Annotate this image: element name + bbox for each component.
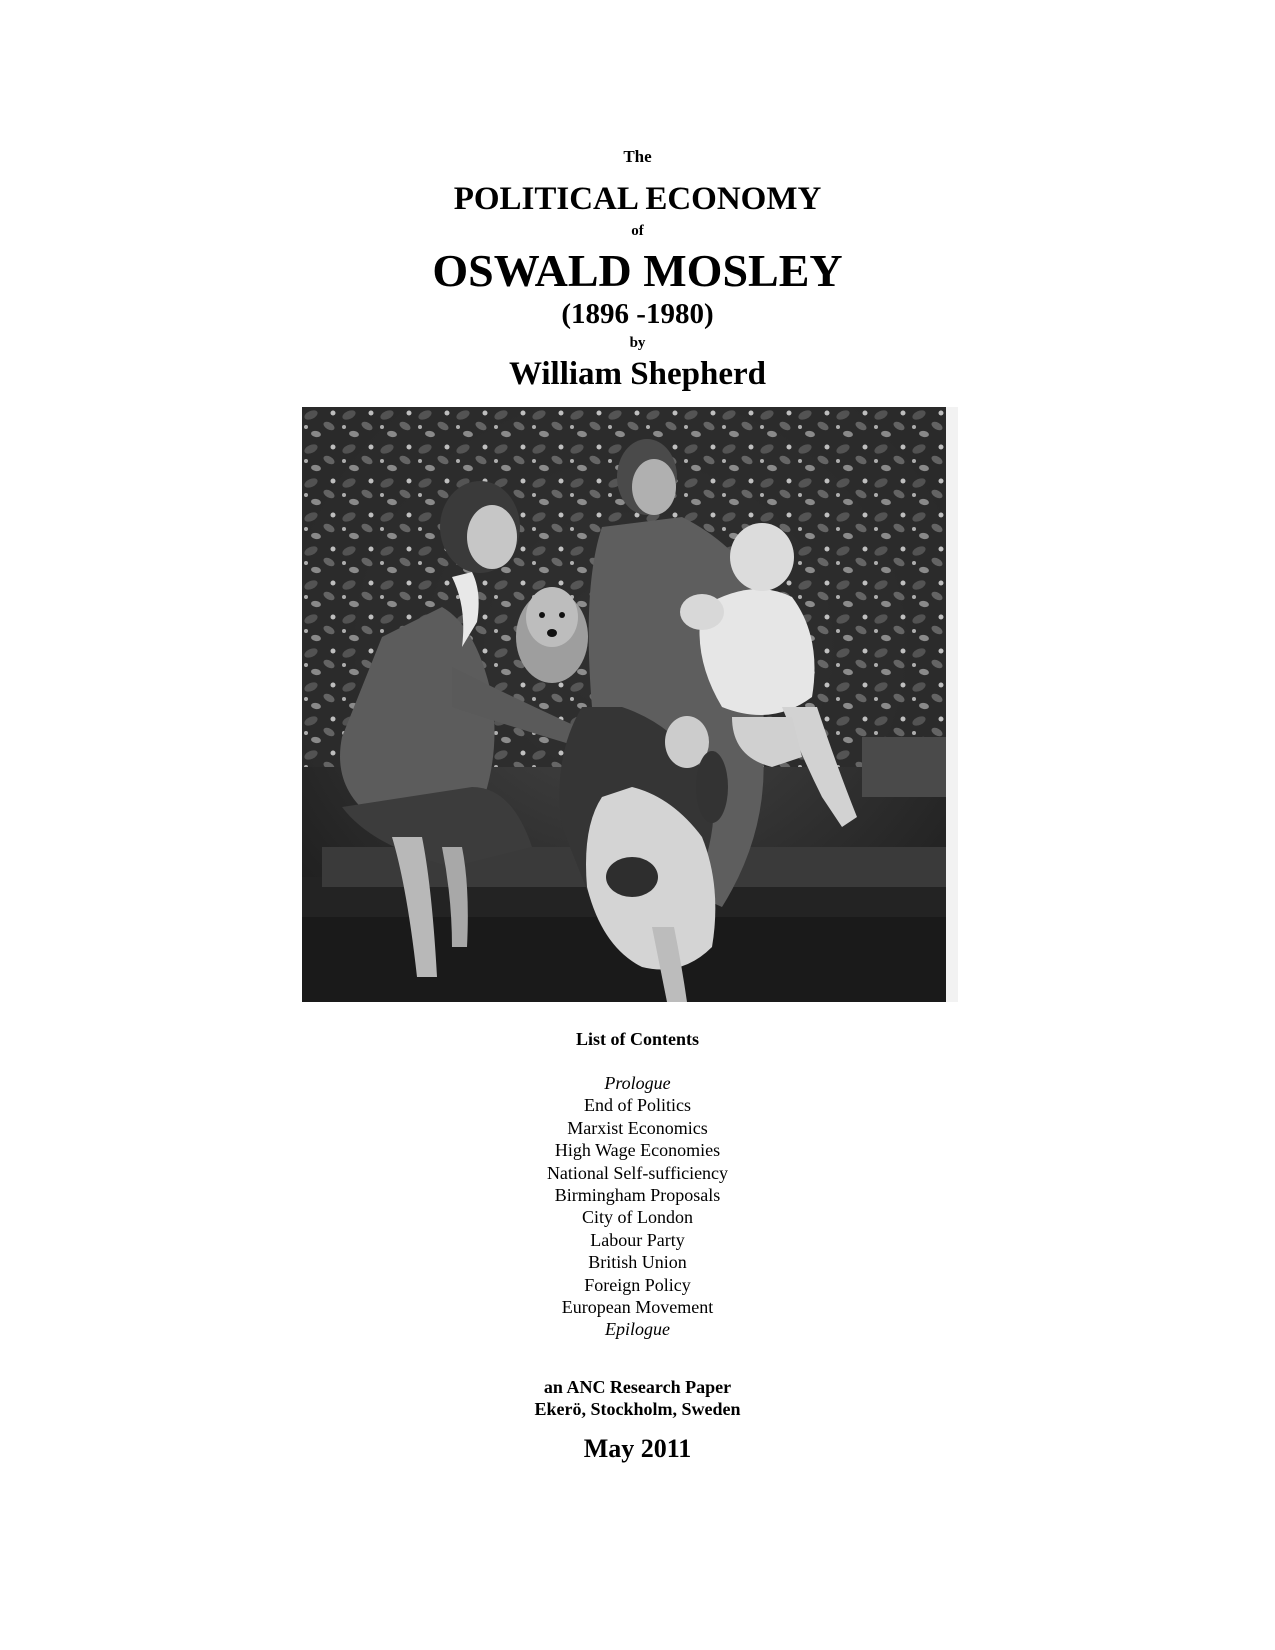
title-the: The xyxy=(623,147,652,166)
contents-item: National Self-sufficiency xyxy=(546,1162,729,1183)
contents-item: Birmingham Proposals xyxy=(554,1184,721,1205)
publisher-line: an ANC Research Paper xyxy=(543,1377,732,1397)
contents-item: City of London xyxy=(582,1207,693,1228)
contents-item: Prologue xyxy=(604,1073,671,1093)
title-years: (1896 -1980) xyxy=(561,298,714,330)
contents-item: Marxist Economics xyxy=(567,1117,708,1138)
contents-item: Epilogue xyxy=(605,1319,670,1340)
title-subject: OSWALD MOSLEY xyxy=(432,245,843,296)
publication-place: Ekerö, Stockholm, Sweden xyxy=(534,1399,741,1419)
title-main: POLITICAL ECONOMY xyxy=(453,181,822,217)
contents-heading: List of Contents xyxy=(575,1029,699,1049)
contents-item: High Wage Economies xyxy=(554,1140,721,1161)
author-name: William Shepherd xyxy=(508,356,767,392)
title-by: by xyxy=(629,335,646,351)
contents-item: End of Politics xyxy=(584,1095,691,1116)
contents-item: European Movement xyxy=(561,1296,714,1317)
contents-item: Labour Party xyxy=(590,1229,685,1250)
contents-item: Foreign Policy xyxy=(584,1274,691,1295)
publication-date: May 2011 xyxy=(583,1434,692,1463)
title-of: of xyxy=(631,223,644,239)
table-of-contents xyxy=(0,1072,1275,1341)
family-photograph xyxy=(302,407,958,1002)
contents-item: British Union xyxy=(588,1252,687,1273)
